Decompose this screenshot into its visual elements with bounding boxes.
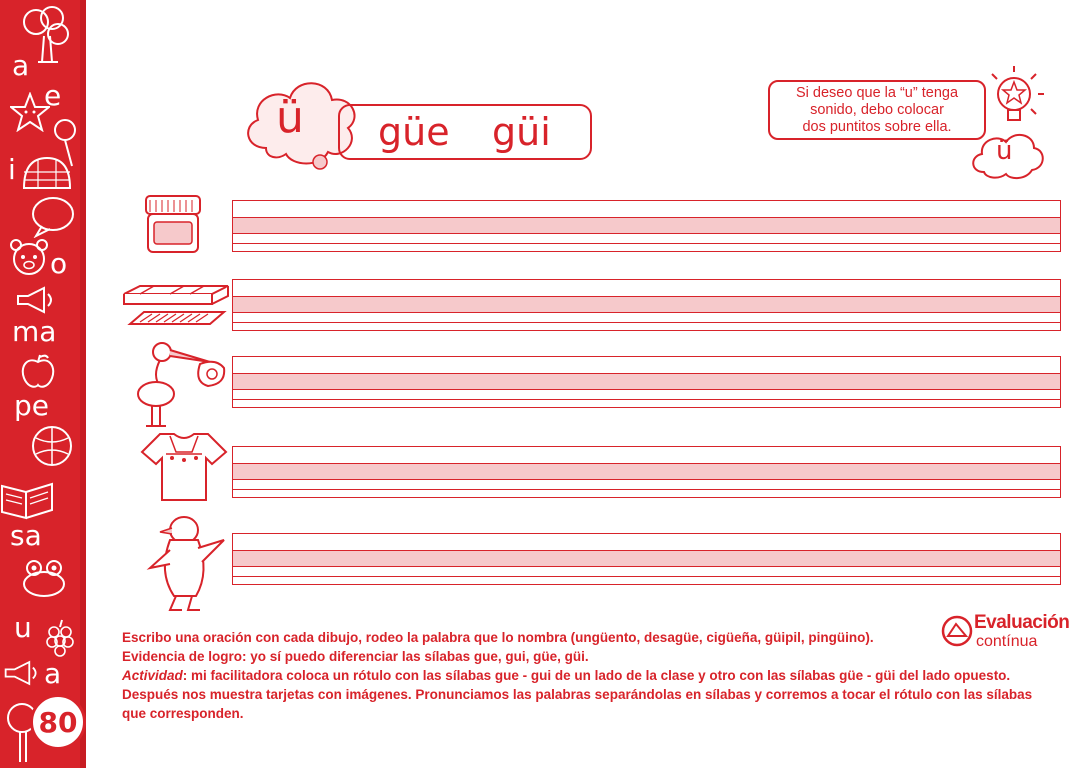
syllable-gui: güi	[492, 110, 551, 154]
page-number: 80	[30, 694, 86, 750]
speech-bubble-icon	[30, 196, 76, 238]
bear-icon	[8, 236, 50, 278]
writing-lines-row-4[interactable]	[232, 446, 1061, 498]
tip-line-2: sonido, debo colocar	[810, 102, 944, 118]
stork-icon	[130, 338, 230, 430]
side-letter-u: u	[14, 611, 32, 644]
side-letter-ma: ma	[12, 315, 57, 348]
title-box	[338, 104, 592, 160]
activity-text: : mi facilitadora coloca un rótulo con las sílabas gue - gui de un lado de la clase y otro con las sílabas güe - güi del lado opuesto. Después nos muestra tarjetas con imágenes. Pronunciamos las palabras separándolas en sílabas y corremos a tocar el rótulo con las sílabas que corresponden.	[122, 668, 1033, 721]
tip-box	[768, 80, 986, 140]
megaphone-icon	[14, 286, 58, 314]
ointment-jar-icon	[140, 192, 206, 258]
sidebar-edge	[80, 0, 86, 768]
lightbulb-star-icon	[984, 64, 1050, 130]
writing-lines-row-1[interactable]	[232, 200, 1061, 252]
side-letter-a2: a	[44, 657, 62, 690]
writing-lines-row-5[interactable]	[232, 533, 1061, 585]
tip-line-1: Si deseo que la “u” tenga	[795, 85, 959, 101]
side-letter-sa: sa	[10, 519, 42, 552]
side-letter-o: o	[50, 247, 68, 280]
syllable-gue: güe	[378, 110, 450, 154]
ball-icon	[30, 424, 74, 468]
side-letter-i: i	[8, 153, 16, 186]
activity-paragraph	[122, 666, 1052, 723]
instructions	[122, 628, 1052, 723]
tip-cloud-letter: ü	[996, 136, 1013, 166]
evaluation-subtitle: contínua	[976, 633, 1038, 650]
sidebar-strip	[0, 0, 86, 768]
apple-icon	[18, 352, 58, 392]
igloo-icon	[20, 152, 74, 192]
book-icon	[0, 476, 56, 520]
frog-icon	[18, 556, 70, 600]
activity-label: Actividad	[122, 668, 183, 683]
writing-lines-row-2[interactable]	[232, 279, 1061, 331]
header-bubble-letter: ü	[276, 92, 304, 143]
side-letter-a: a	[12, 49, 30, 82]
writing-lines-row-3[interactable]	[232, 356, 1061, 408]
drain-icon	[120, 282, 232, 326]
huipil-shirt-icon	[140, 430, 228, 504]
penguin-icon	[140, 512, 230, 614]
megaphone-icon	[2, 660, 42, 686]
tip-line-3: dos puntitos sobre ella.	[802, 119, 952, 135]
instruction-line-2: Evidencia de logro: yo sí puedo diferenciar las sílabas gue, gui, güe, güi.	[122, 649, 589, 664]
evaluation-title: Evaluación	[974, 612, 1070, 633]
side-letter-pe: pe	[14, 389, 49, 422]
side-letter-e: e	[44, 79, 62, 112]
instruction-line-1: Escribo una oración con cada dibujo, rodeo la palabra que lo nombra (ungüento, desagüe, cigüeña, güipil, pingüino).	[122, 630, 874, 645]
